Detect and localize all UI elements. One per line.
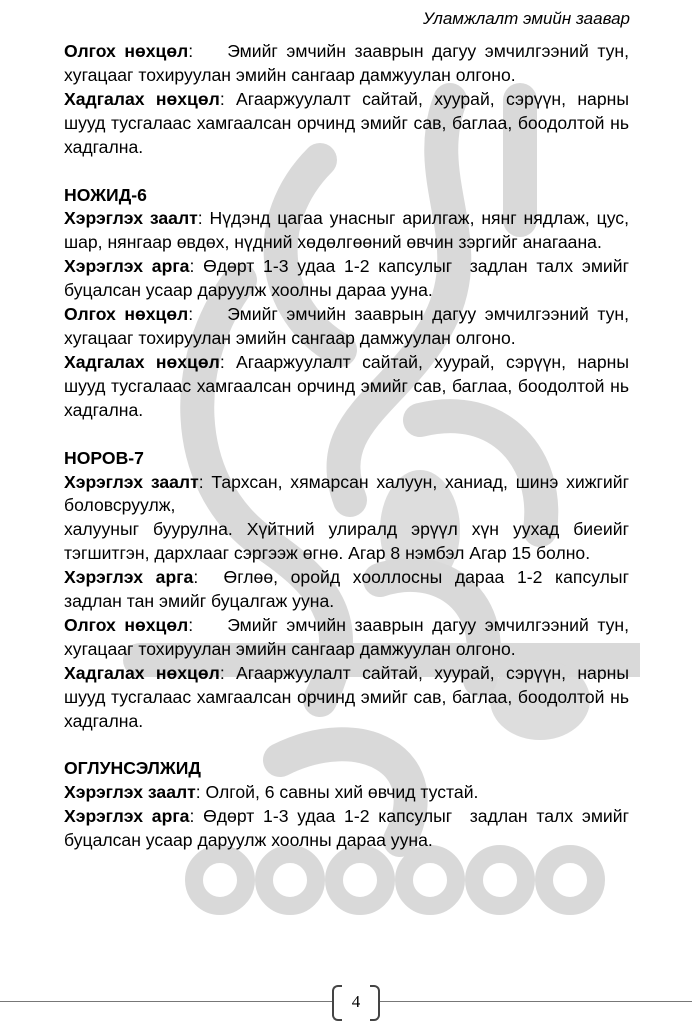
left-bracket-ornament [332, 985, 342, 1021]
field-text: : Агааржуулалт сайтай, хуурай, сэрүүн, нарны шууд тусгалаас хамгаалсан орчинд эмийг сав, баглаа, боодолтой нь хадгална. [64, 351, 634, 420]
instruction-paragraph [64, 40, 634, 88]
field-text: : Олгой, 6 савны хий өвчид тустай. [195, 782, 479, 803]
field-text: : Өдөрт 1-3 удаа 1-2 капсулыг задлан талх эмийг буцалсан усаар даруулж хоолны дараа ууна. [64, 806, 634, 851]
field-label: Хэрэглэх заалт [64, 471, 199, 492]
page-number: 4 [351, 992, 361, 1011]
instruction-paragraph [64, 566, 639, 614]
document-body [64, 40, 639, 853]
field-label: Олгох нөхцөл [64, 41, 189, 61]
field-label: Хадгалах нөхцөл [64, 351, 220, 372]
field-text: : Эмийг эмчийн зааврын дагуу эмчилгээний тун, хугацааг тохируулан эмийн сангаар дамжуулан олгоно. [64, 304, 634, 348]
right-bracket-ornament [370, 985, 380, 1021]
field-label: Хэрэглэх заалт [64, 782, 196, 803]
instruction-paragraph [64, 471, 634, 519]
instruction-paragraph [64, 662, 634, 734]
body-paragraph: халууныг буурулна. Хүйтний улиралд эрүүл хүн уухад биеийг тэгшитгэн, дархлааг сэргээж өгнө. Агар 8 нэмбэл Агар 15 болно. [64, 519, 629, 564]
field-text: : Өдөрт 1-3 удаа 1-2 капсулыг задлан талх эмийг буцалсан усаар даруулж хоолны дараа ууна. [64, 256, 634, 301]
instruction-paragraph [64, 614, 634, 662]
instruction-paragraph [64, 781, 629, 805]
section-title: ОГЛУНСЭЛЖИД [64, 758, 201, 779]
instruction-paragraph [64, 255, 634, 303]
field-text: : Эмийг эмчийн зааврын дагуу эмчилгээний тун, хугацааг тохируулан эмийн сангаар дамжуулан олгоно. [64, 41, 634, 85]
field-label: Хэрэглэх арга [64, 256, 190, 277]
page-number-frame [332, 985, 380, 1019]
field-label: Хадгалах нөхцөл [64, 88, 220, 109]
running-header: Уламжлалт эмийн заавар [422, 9, 630, 28]
field-label: Олгох нөхцөл [64, 304, 189, 325]
field-label: Хадгалах нөхцөл [64, 662, 220, 683]
field-label: Хэрэглэх арга [64, 806, 190, 827]
field-text: : Эмийг эмчийн зааврын дагуу эмчилгээний тун, хугацааг тохируулан эмийн сангаар дамжуулан олгоно. [64, 614, 634, 659]
instruction-paragraph [64, 351, 634, 423]
field-label: Хэрэглэх арга [64, 567, 194, 588]
field-text: : Нүдэнд цагаа унасныг арилгаж, нянг нядлаж, цус, шар, нянгаар өвдөх, нүдний хөдөлгөөний өвчин зэргийг анагаана. [64, 208, 634, 253]
field-text: : Тархсан, хямарсан халуун, ханиад, шинэ хижгийг боловсруулж, [64, 471, 634, 516]
instruction-paragraph [64, 88, 634, 160]
field-text: : Агааржуулалт сайтай, хуурай, сэрүүн, нарны шууд тусгалаас хамгаалсан орчинд эмийг сав, баглаа, боодолтой нь хадгална. [64, 662, 634, 731]
field-label: Хэрэглэх заалт [64, 208, 198, 229]
field-label: Олгох нөхцөл [64, 614, 189, 635]
field-text: : Агааржуулалт сайтай, хуурай, сэрүүн, нарны шууд тусгалаас хамгаалсан орчинд эмийг сав, баглаа, боодолтой нь хадгална. [64, 88, 634, 157]
field-text: : Өглөө, оройд хооллосны дараа 1-2 капсулыг задлан тан эмийг буцалгаж ууна. [64, 567, 639, 612]
instruction-paragraph [64, 303, 634, 351]
instruction-paragraph [64, 805, 634, 853]
section-title: НОРОВ-7 [64, 447, 144, 468]
instruction-paragraph [64, 207, 634, 255]
section-title: НОЖИД-6 [64, 184, 147, 205]
